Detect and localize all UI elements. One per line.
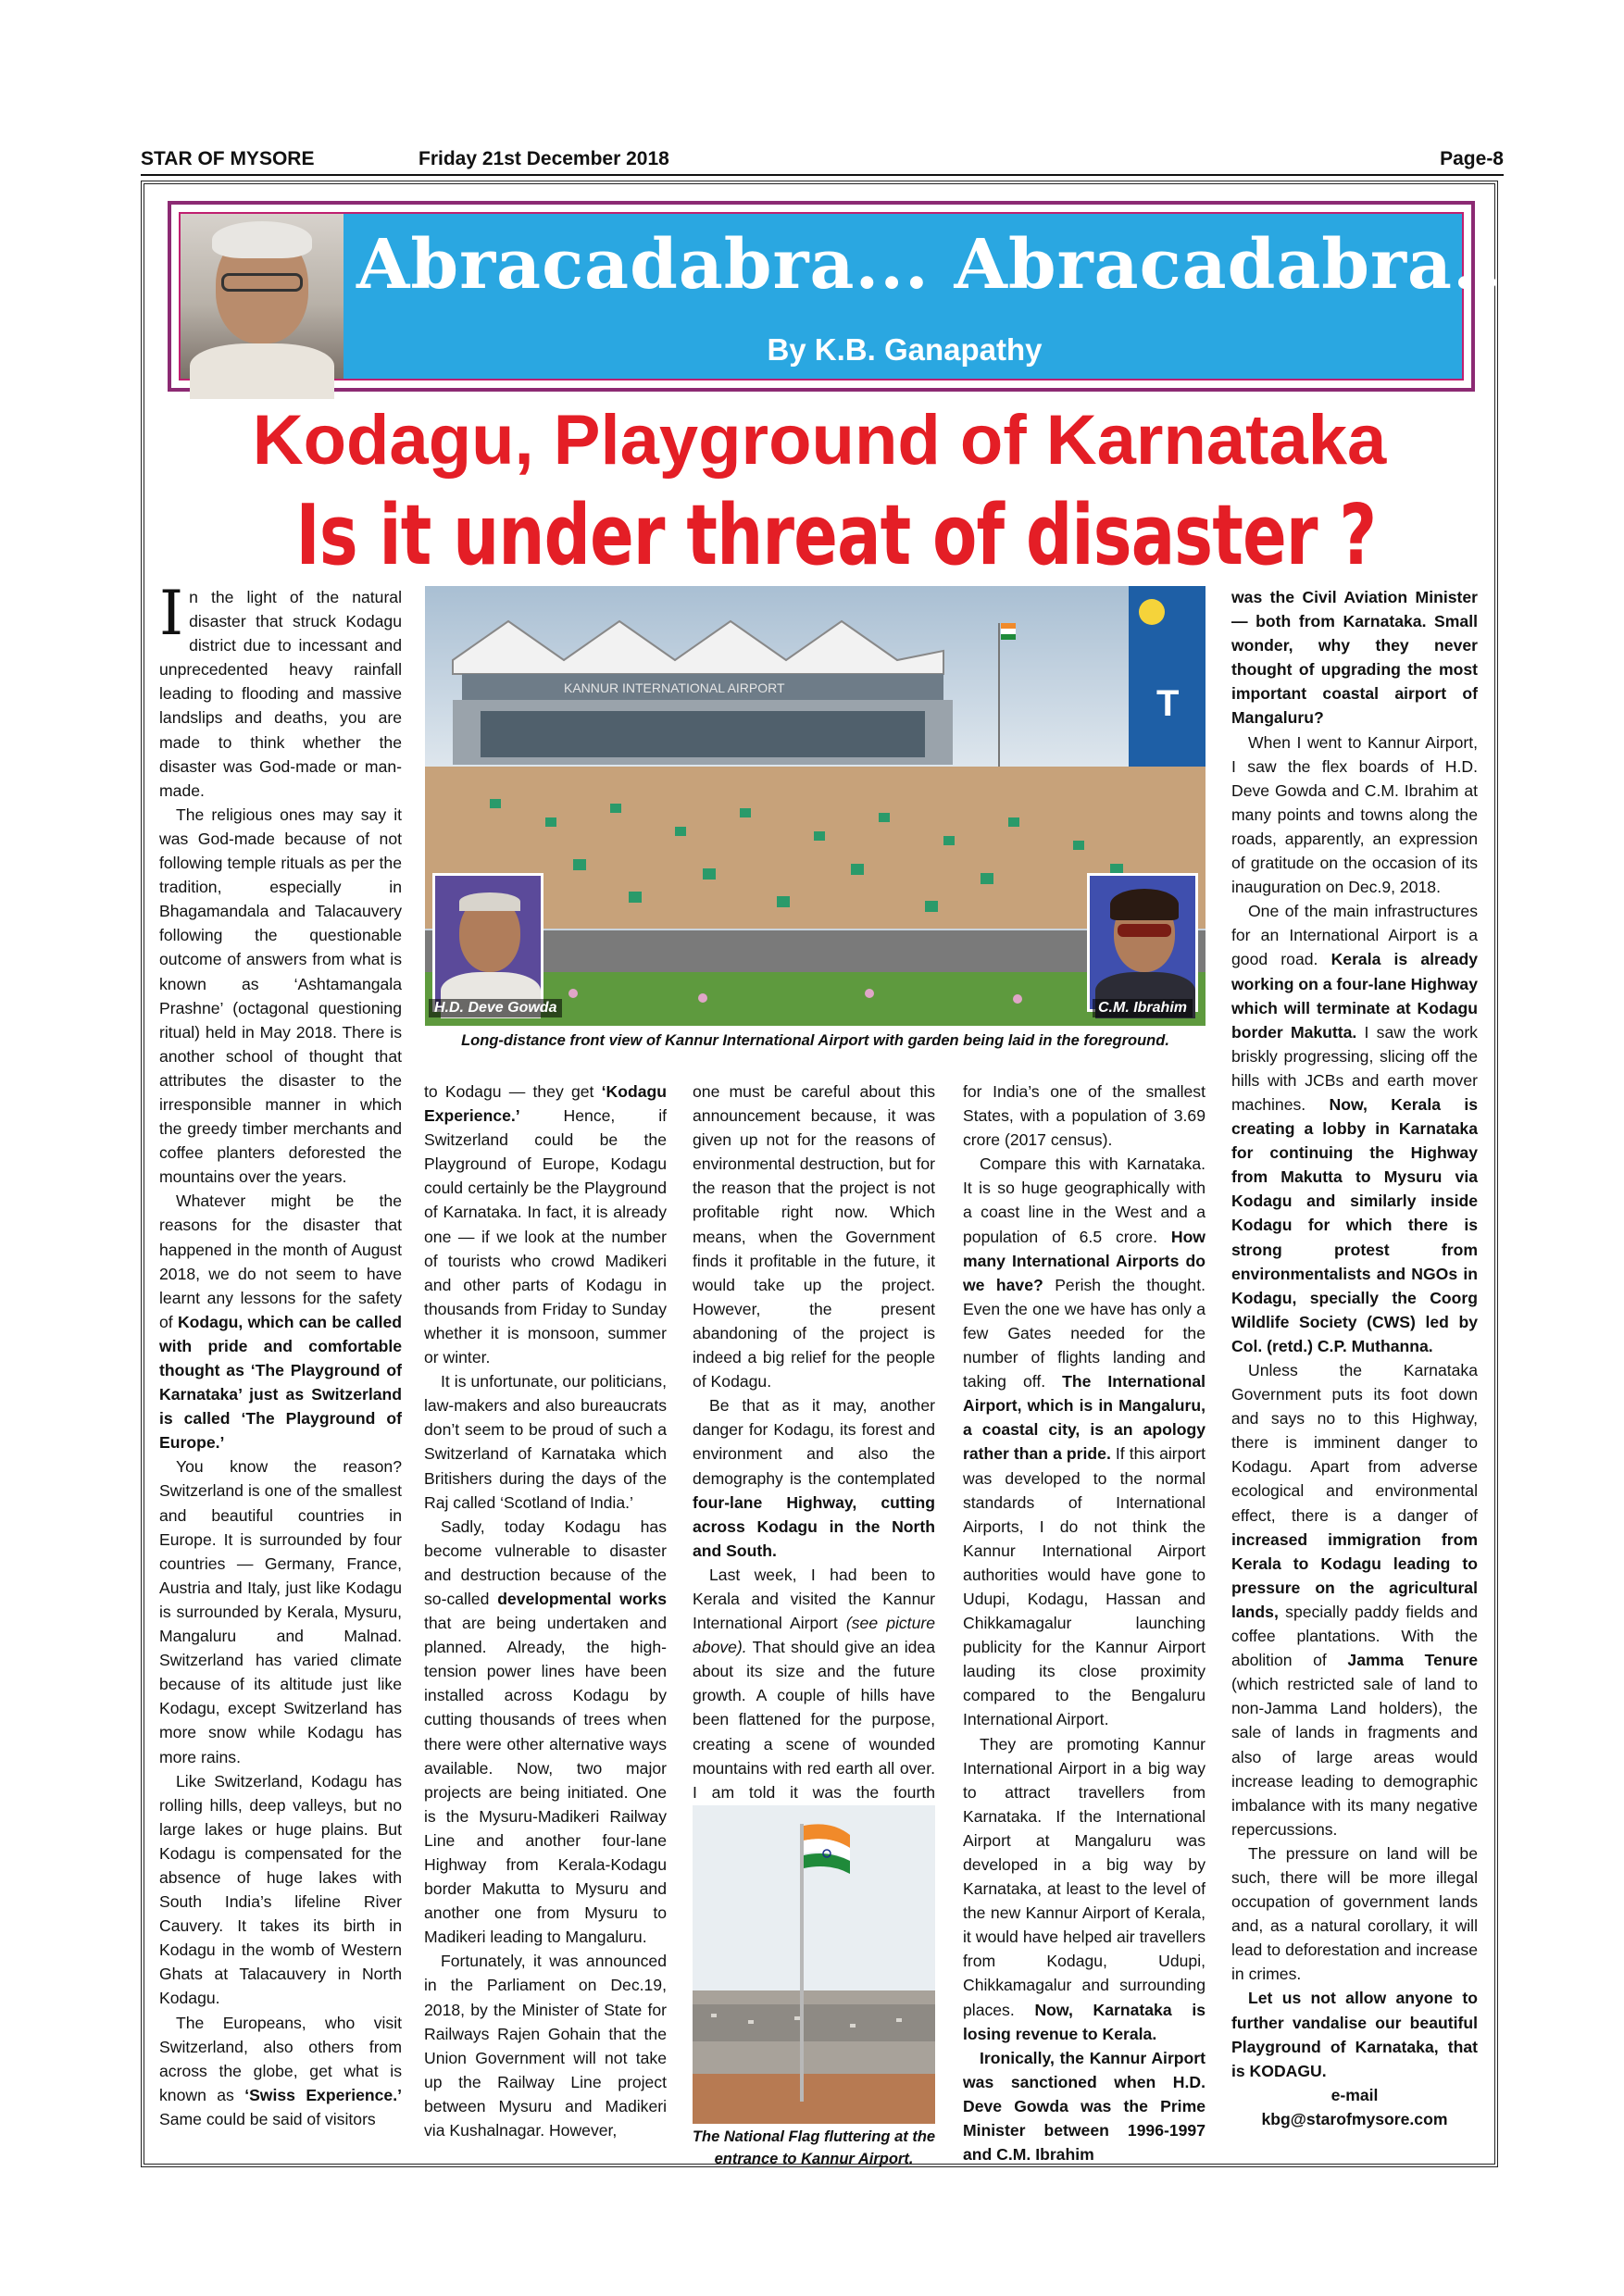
paragraph: The Europeans, who visit Switzerland, also others from across the globe, get what is known as ‘Swiss Experience.’ Same could be said of visitors bbox=[159, 2013, 402, 2128]
paragraph: Be that as it may, another danger for Kodagu, its forest and environment and also the demography is the contemplated four-lane Highway, cutting across Kodagu in the North and South. bbox=[693, 1396, 935, 1560]
paragraph: The religious ones may say it was God-made because of not following temple rituals as per the tradition, especially in Bhagamandala and Talacauvery following the questionable outcome of answers from what is known as ‘Ashtamangala Prashne’ (octagonal questioning ritual) held in May 2018. There is another school of thought that attributes the disaster to the irresponsible manner in which the greedy timber merchants and coffee planters deforested the mountains over the years. bbox=[159, 805, 402, 1187]
paragraph: Compare this with Karnataka. It is so huge geographically with a coast line in the West and a population of 6.5 crore. How many International Airports do we have? Perish the thought. Even the one we have has only a few Gates needed for the number of flights landing and taking off. The International Airport, which is in Mangaluru, a coastal city, is an apology rather than a pride. If this airport was developed to the normal standards of International Airports, I do not think the Kannur International Airport authorities would have gone to Udupi, Kodagu, Hassan and Chikkamagalur launching publicity for the Kannur Airport lauding its close proximity compared to the Bengaluru International Airport. bbox=[963, 1154, 1206, 1729]
airport-photo bbox=[425, 586, 1206, 1026]
email-label: e-mail bbox=[1330, 2085, 1379, 2104]
paragraph: In the light of the natural disaster that struck Kodagu district due to incessant and unprecedented heavy rainfall leading to flooding and massive landslips and deaths, you are made to think whether the disaster was God-made or man-made. bbox=[159, 578, 402, 800]
paper-name: STAR OF MYSORE bbox=[141, 148, 315, 169]
svg-text:T: T bbox=[1156, 683, 1180, 724]
deve-gowda-inset bbox=[432, 873, 543, 1012]
columnist-portrait bbox=[181, 214, 344, 379]
flag-caption: The National Flag fluttering at the entrance to Kannur Airport. bbox=[692, 2128, 936, 2167]
masthead bbox=[141, 139, 1504, 176]
paragraph: Like Switzerland, Kodagu has rolling hills, deep valleys, but no large lakes or huge plains. But Kodagu is compensated for the absence of huge lakes with South India’s lifeline River Cauvery. It takes its birth in Kodagu in the womb of Western Ghats at Talacauvery in North Kodagu. bbox=[159, 1771, 402, 2008]
flag-scene bbox=[693, 1805, 935, 2124]
paragraph: Last week, I had been to Kerala and visited the Kannur International Airport (see picture above). That should give an idea about its size and the future growth. A couple of hills have been flattened for the purpose, creating a scene of wounded mountains with red earth all over. I am told it was the fourth bbox=[693, 1565, 935, 1802]
paragraph: Let us not allow anyone to further vandalise our beautiful Playground of Karnataka, that is KODAGU. bbox=[1231, 1989, 1478, 2080]
headline: Kodagu, Playground of Karnataka bbox=[252, 401, 1387, 480]
paragraph: They are promoting Kannur International Airport in a big way to attract travellers from Karnataka. If the International Airport at Mangaluru was developed in a big way by Karnataka, at least to the level of the new Kannur Airport of Kerala, it would have helped air travellers from Kodagu, Udupi, Chikkamagalur and surrounding places. Now, Karnataka is losing revenue to Kerala. bbox=[963, 1734, 1206, 2043]
paragraph: Unless the Karnataka Government puts its foot down and says no to this Highway, there is imminent danger to Kodagu. Apart from adverse ecological and environmental effect, there is a danger of increased immigration from Kerala to Kodagu leading to pressure on the agricultural lands, specially paddy fields and coffee plantations. With the abolition of Jamma Tenure (which restricted sale of land to non-Jamma Land holders), the sale of lands in fragments and also of large areas would increase leading to demographic imbalance with its many negative repercussions. bbox=[1231, 1361, 1478, 1839]
paragraph: one must be careful about this announcement because, it was given up not for the reasons of environmental destruction, but for the reason that the project is not profitable right now. Which means, when the Government finds it profitable in the future, it would take up the project. However, the present abandoning of the project is indeed a big relief for the people of Kodagu. bbox=[693, 1082, 935, 1391]
paragraph: Fortunately, it was announced in the Parliament on Dec.19, 2018, by the Minister of State for Railways Rajen Gohain that the Union Government will not take up the Railway Line project between Mysuru and Madikeri via Kushalnagar. However, bbox=[424, 1952, 667, 2140]
paragraph: Sadly, today Kodagu has become vulnerable to disaster and destruction because of the so-called developmental works that are being undertaken and planned. Already, the high-tension power lines have been installed across Kodagu by cutting thousands of trees when there were other alternative ways available. Now, two major projects are being initiated. One is the Mysuru-Madikeri Railway Line and another four-lane Highway from Kerala-Kodagu border Makutta to Mysuru and another one from Mysuru to Madikeri leading to Mangaluru. bbox=[424, 1516, 667, 1947]
flag-photo bbox=[693, 1805, 935, 2124]
paragraph: You know the reason? Switzerland is one of the smallest and beautiful countries in Europe. It is surrounded by four countries — Germany, France, Austria and Italy, just like Kodagu is surrounded by Kerala, Mysuru, Mangaluru and Malnad. Switzerland has varied climate because of its altitude just like Kodagu, except Switzerland has more snow while Kodagu has more rains. bbox=[159, 1457, 402, 1766]
airport-sign: KANNUR INTERNATIONAL AIRPORT bbox=[564, 680, 785, 695]
paragraph: Whatever might be the reasons for the disaster that happened in the month of August 2018, we do not seem to have learnt any lessons for the safety of Kodagu, which can be called with pride and comfortable thought as ‘The Playground of Karnataka’ just as Switzerland is called ‘The Playground of Europe.’ bbox=[159, 1192, 402, 1453]
subheadline: Is it under threat of disaster ? bbox=[295, 487, 1377, 584]
inset-label-right: C.M. Ibrahim bbox=[1093, 999, 1193, 1017]
issue-date: Friday 21st December 2018 bbox=[418, 148, 669, 169]
column-1 bbox=[159, 578, 402, 2159]
paragraph: Ironically, the Kannur Airport was sanctioned when H.D. Deve Gowda was the Prime Minister between 1996-1997 and C.M. Ibrahim bbox=[963, 2048, 1206, 2165]
column-banner bbox=[168, 201, 1528, 392]
column-2 bbox=[424, 1079, 667, 2159]
email-address: kbg@starofmysore.com bbox=[1261, 2109, 1448, 2128]
photo-caption: Long-distance front view of Kannur International Airport with garden being laid in the foreground. bbox=[461, 1032, 1169, 1049]
paragraph: It is unfortunate, our politicians, law-makers and also bureaucrats don’t seem to be proud of such a Switzerland of Karnataka which Britishers during the days of the Raj called ‘Scotland of India.’ bbox=[424, 1372, 667, 1512]
column-5 bbox=[1231, 585, 1478, 2159]
column-3 bbox=[693, 1079, 935, 1802]
paragraph: for India’s one of the smallest States, with a population of 3.69 crore (2017 census). bbox=[963, 1082, 1206, 1150]
paragraph: was the Civil Aviation Minister — both from Karnataka. Small wonder, why they never thought of upgrading the most important coastal airport of Mangaluru? bbox=[1231, 588, 1478, 728]
drop-cap: I bbox=[159, 578, 184, 649]
paragraph: to Kodagu — they get ‘Kodagu Experience.’ Hence, if Switzerland could be the Playground of Europe, Kodagu could certainly be the Playground of Karnataka. In fact, it is already one — if we look at the number of tourists who crowd Madikeri and other parts of Kodagu in thousands from Friday to Sunday whether it is monsoon, summer or winter. bbox=[424, 1082, 667, 1367]
column-title: Abracadabra... Abracadabra... bbox=[356, 225, 1528, 305]
page-number: Page-8 bbox=[1440, 148, 1504, 169]
paragraph: When I went to Kannur Airport, I saw the flex boards of H.D. Deve Gowda and C.M. Ibrahim at many points and towns along the roads, apparently, an expression of gratitude on the occasion of its inauguration on Dec.9, 2018. bbox=[1231, 732, 1478, 897]
byline: By K.B. Ganapathy bbox=[767, 332, 1043, 367]
inset-label-left: H.D. Deve Gowda bbox=[429, 999, 562, 1017]
ibrahim-inset bbox=[1087, 873, 1198, 1012]
paragraph: The pressure on land will be such, there will be more illegal occupation of government lands and, as a natural corollary, it will lead to deforestation and increase in crimes. bbox=[1231, 1843, 1478, 1984]
paragraph: One of the main infrastructures for an International Airport is a good road. Kerala is already working on a four-lane Highway which will terminate at Kodagu border Makutta. I saw the work briskly progressing, slicing off the hills with JCBs and earth mover machines. Now, Kerala is creating a lobby in Karnataka for continuing the Highway from Makutta to Mysuru via Kodagu and similarly inside Kodagu for which there is strong protest from environmentalists and NGOs in Kodagu, specially the Coorg Wildlife Society (CWS) led by Col. (retd.) C.P. Muthanna. bbox=[1231, 902, 1478, 1355]
column-4 bbox=[963, 1079, 1206, 2165]
banner-background bbox=[179, 212, 1528, 381]
